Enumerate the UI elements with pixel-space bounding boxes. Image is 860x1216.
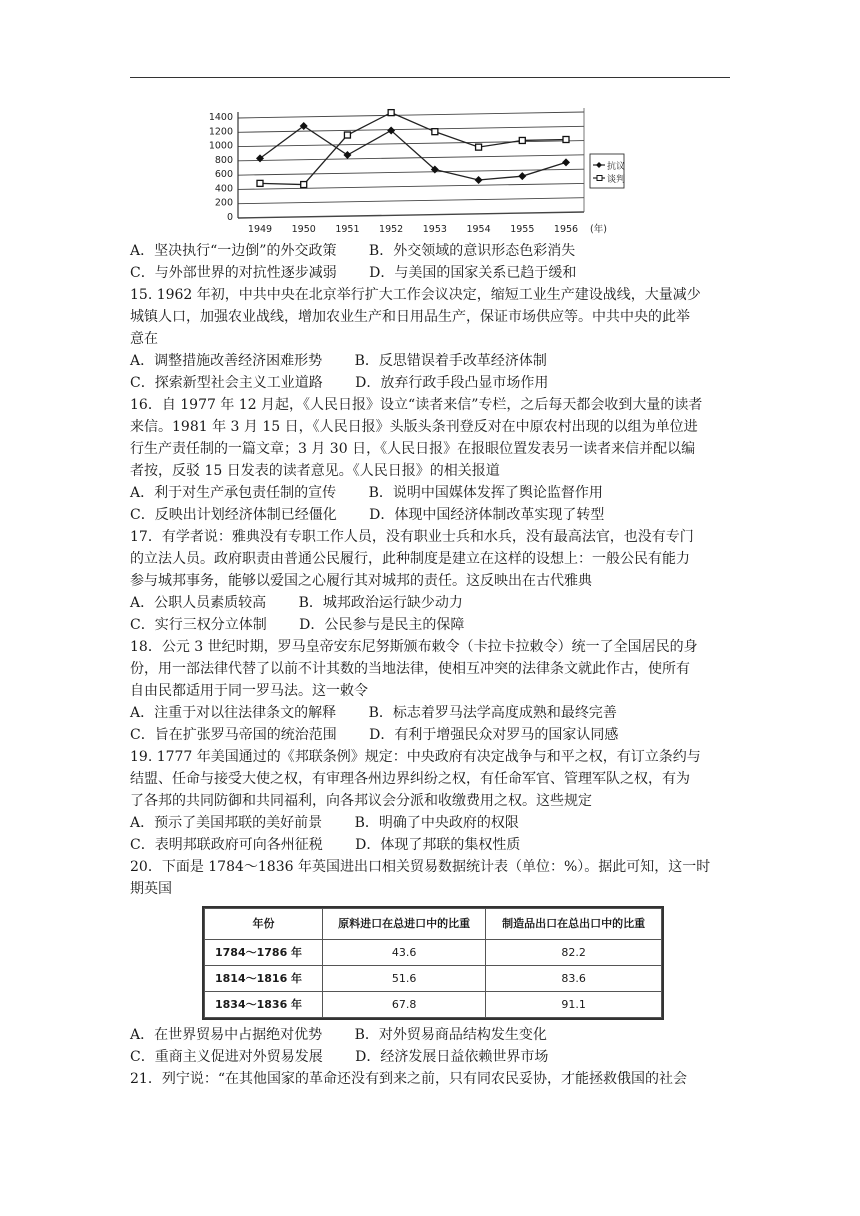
y-tick-label: 600	[214, 169, 233, 181]
table-cell: 1814～1816 年	[205, 966, 323, 992]
chart-svg	[196, 104, 626, 238]
table-header-cell: 制造品出口在总出口中的比重	[486, 909, 662, 940]
x-tick-label: 1956	[553, 224, 579, 235]
gridline	[238, 169, 584, 175]
gridline	[238, 112, 584, 118]
q18-options-row-1	[130, 702, 732, 724]
q17-stem-line-2: 的立法人员。政府职责由普通公民履行，此种制度是建立在这样的设想上：一般公民有能力	[130, 551, 690, 567]
x-tick-label: 1951	[335, 224, 360, 235]
q15-options-row-1	[130, 350, 732, 372]
data-point	[519, 137, 525, 143]
legend-marker	[597, 176, 602, 181]
x-unit-label: (年)	[590, 224, 607, 235]
trade-table-frame	[202, 906, 664, 1020]
data-point	[343, 151, 351, 159]
q17-options-row-1	[130, 592, 732, 614]
gridline	[238, 198, 584, 204]
q16-stem-line-3: 行生产责任制的一篇文章；3 月 30 日，《人民日报》在报眼位置发表另一读者来信并配以编	[130, 441, 696, 457]
y-tick-label: 1000	[208, 140, 233, 152]
q17-option-c[interactable]: C．实行三权分立体制	[130, 617, 267, 633]
table-cell: 82.2	[486, 940, 662, 966]
q18-option-b[interactable]: B．标志着罗马法学高度成熟和最终完善	[368, 705, 617, 721]
table-cell: 83.6	[486, 966, 662, 992]
y-tick-label: 1400	[208, 112, 233, 123]
data-point	[476, 144, 482, 150]
x-tick-label: 1955	[510, 224, 535, 235]
q14-option-a[interactable]: A．坚决执行“一边倒”的外交政策	[130, 243, 337, 259]
line-chart	[196, 104, 626, 238]
gridline	[238, 155, 584, 161]
q17-option-d[interactable]: D．公民参与是民主的保障	[299, 617, 465, 633]
q18-option-c[interactable]: C．旨在扩张罗马帝国的统治范围	[130, 727, 337, 743]
q20-option-d[interactable]: D．经济发展日益依赖世界市场	[355, 1049, 549, 1065]
x-tick-label: 1954	[466, 224, 491, 235]
q16-option-a[interactable]: A．利于对生产承包责任制的宣传	[130, 485, 337, 501]
q15-option-d[interactable]: D．放弃行政手段凸显市场作用	[355, 375, 549, 391]
table-cell: 67.8	[323, 992, 486, 1018]
y-tick-label: 0	[226, 212, 233, 223]
data-point	[301, 182, 307, 188]
q18-option-a[interactable]: A．注重于对以往法律条文的解释	[130, 705, 337, 721]
q16-options-row-2	[130, 504, 732, 526]
q17-option-b[interactable]: B．城邦政治运行缺少动力	[298, 595, 463, 611]
data-point	[432, 129, 438, 135]
q20-option-b[interactable]: B．对外贸易商品结构发生变化	[354, 1027, 547, 1043]
q21-stem-line-1: 21．列宁说：“在其他国家的革命还没有到来之前，只有同农民妥协，才能拯救俄国的社会	[130, 1071, 687, 1087]
data-point	[257, 180, 263, 186]
q17-stem-line-1: 17．有学者说：雅典没有专职工作人员，没有职业士兵和水兵，没有最高法官，也没有专门	[130, 529, 694, 545]
table-cell: 43.6	[323, 940, 486, 966]
y-tick-label: 800	[214, 154, 233, 166]
q17-options-row-2	[130, 614, 732, 636]
q16-option-d[interactable]: D．体现中国经济体制改革实现了转型	[369, 507, 605, 523]
q20-options-row-1	[130, 1024, 732, 1046]
q16-option-c[interactable]: C．反映出计划经济体制已经僵化	[130, 507, 337, 523]
table-cell: 1784～1786 年	[205, 940, 323, 966]
q16-stem-line-4: 者按，反驳 15 日发表的读者意见。《人民日报》的相关报道	[130, 463, 500, 479]
q14-options-row-2	[130, 262, 732, 284]
data-point	[475, 176, 483, 184]
q15-stem-line-1: 15. 1962 年初，中共中央在北京举行扩大工作会议决定，缩短工业生产建设战线，大量减少	[130, 287, 701, 303]
legend-label: 谈判	[607, 175, 626, 185]
table-cell: 51.6	[323, 966, 486, 992]
table-row	[205, 966, 662, 992]
y-tick-label: 1200	[208, 126, 233, 138]
q16-option-b[interactable]: B．说明中国媒体发挥了舆论监督作用	[368, 485, 603, 501]
trade-table	[204, 908, 662, 1018]
q14-option-c[interactable]: C．与外部世界的对抗性逐步减弱	[130, 265, 337, 281]
q16-stem-line-1: 16．自 1977 年 12 月起，《人民日报》设立“读者来信”专栏，之后每天都会收到大量的读者	[130, 397, 703, 413]
question-content	[130, 240, 732, 1090]
q20-stem-line-2: 期英国	[130, 881, 172, 897]
legend-label: 抗议	[607, 162, 626, 172]
table-header-cell: 年份	[205, 909, 323, 940]
data-point	[388, 110, 394, 116]
q16-stem-line-2: 来信。1981 年 3 月 15 日，《人民日报》头版头条刊登反对在中原农村出现的以组为单位进	[130, 419, 698, 435]
gridline	[238, 141, 584, 147]
y-tick-label: 200	[214, 197, 233, 209]
q14-option-b[interactable]: B．外交领域的意识形态色彩消失	[368, 243, 576, 259]
q18-stem-line-2: 份，用一部法律代替了以前不计其数的当地法律，使相互冲突的法律条文就此作古，使所有	[130, 661, 690, 677]
data-point	[344, 132, 350, 138]
gridline	[238, 212, 584, 218]
q19-option-a[interactable]: A．预示了美国邦联的美好前景	[130, 815, 323, 831]
q15-option-c[interactable]: C．探索新型社会主义工业道路	[130, 375, 323, 391]
q14-option-d[interactable]: D．与美国的国家关系已趋于缓和	[369, 265, 577, 281]
q18-stem-line-3: 自由民都适用于同一罗马法。这一敕令	[130, 683, 368, 699]
q19-option-d[interactable]: D．体现了邦联的集权性质	[355, 837, 521, 853]
q20-option-a[interactable]: A．在世界贸易中占据绝对优势	[130, 1027, 323, 1043]
table-cell: 91.1	[486, 992, 662, 1018]
q19-stem-line-3: 了各邦的共同防御和共同福利，向各邦议会分派和收缴费用之权。这些规定	[130, 793, 592, 809]
table-row	[205, 992, 662, 1018]
gridline	[238, 126, 584, 132]
y-tick-label: 400	[214, 183, 233, 195]
header-rule	[130, 77, 730, 78]
x-tick-label: 1952	[379, 224, 404, 235]
q19-options-row-2	[130, 834, 732, 856]
q19-option-b[interactable]: B．明确了中央政府的权限	[354, 815, 519, 831]
q19-option-c[interactable]: C．表明邦联政府可向各州征税	[130, 837, 323, 853]
q15-stem-line-2: 城镇人口，加强农业战线，增加农业生产和日用品生产，保证市场供应等。中共中央的此举	[130, 309, 690, 325]
table-row	[205, 940, 662, 966]
q14-options-row-1	[130, 240, 732, 262]
q18-stem-line-1: 18．公元 3 世纪时期，罗马皇帝安东尼努斯颁布敕令（卡拉卡拉敕令）统一了全国居民的身	[130, 639, 698, 655]
q16-options-row-1	[130, 482, 732, 504]
table-header-row	[205, 909, 662, 940]
q20-option-c[interactable]: C．重商主义促进对外贸易发展	[130, 1049, 323, 1065]
table-header-cell: 原料进口在总进口中的比重	[323, 909, 486, 940]
q19-stem-line-1: 19. 1777 年美国通过的《邦联条例》规定：中央政府有决定战争与和平之权，有订立条约与	[130, 749, 701, 765]
x-tick-label: 1953	[422, 224, 447, 235]
q15-option-b[interactable]: B．反思错误着手改革经济体制	[354, 353, 547, 369]
q15-options-row-2	[130, 372, 732, 394]
q20-stem-line-1: 20．下面是 1784～1836 年英国进出口相关贸易数据统计表（单位：%）。据此可知，这一时	[130, 859, 711, 875]
data-point	[518, 172, 526, 180]
x-tick-label: 1950	[291, 224, 316, 235]
q19-stem-line-2: 结盟、任命与接受大使之权，有审理各州边界纠纷之权，有任命军官、管理军队之权，有为	[130, 771, 690, 787]
data-point	[563, 136, 569, 142]
data-point	[562, 158, 570, 166]
x-tick-label: 1949	[247, 224, 273, 235]
q19-options-row-1	[130, 812, 732, 834]
q15-stem-line-3: 意在	[130, 331, 158, 347]
q20-options-row-2	[130, 1046, 732, 1068]
q17-stem-line-3: 参与城邦事务，能够以爱国之心履行其对城邦的责任。这反映出在古代雅典	[130, 573, 592, 589]
q17-option-a[interactable]: A．公职人员素质较高	[130, 595, 267, 611]
q18-option-d[interactable]: D．有利于增强民众对罗马的国家认同感	[369, 727, 619, 743]
table-cell: 1834～1836 年	[205, 992, 323, 1018]
q15-option-a[interactable]: A．调整措施改善经济困难形势	[130, 353, 323, 369]
q18-options-row-2	[130, 724, 732, 746]
